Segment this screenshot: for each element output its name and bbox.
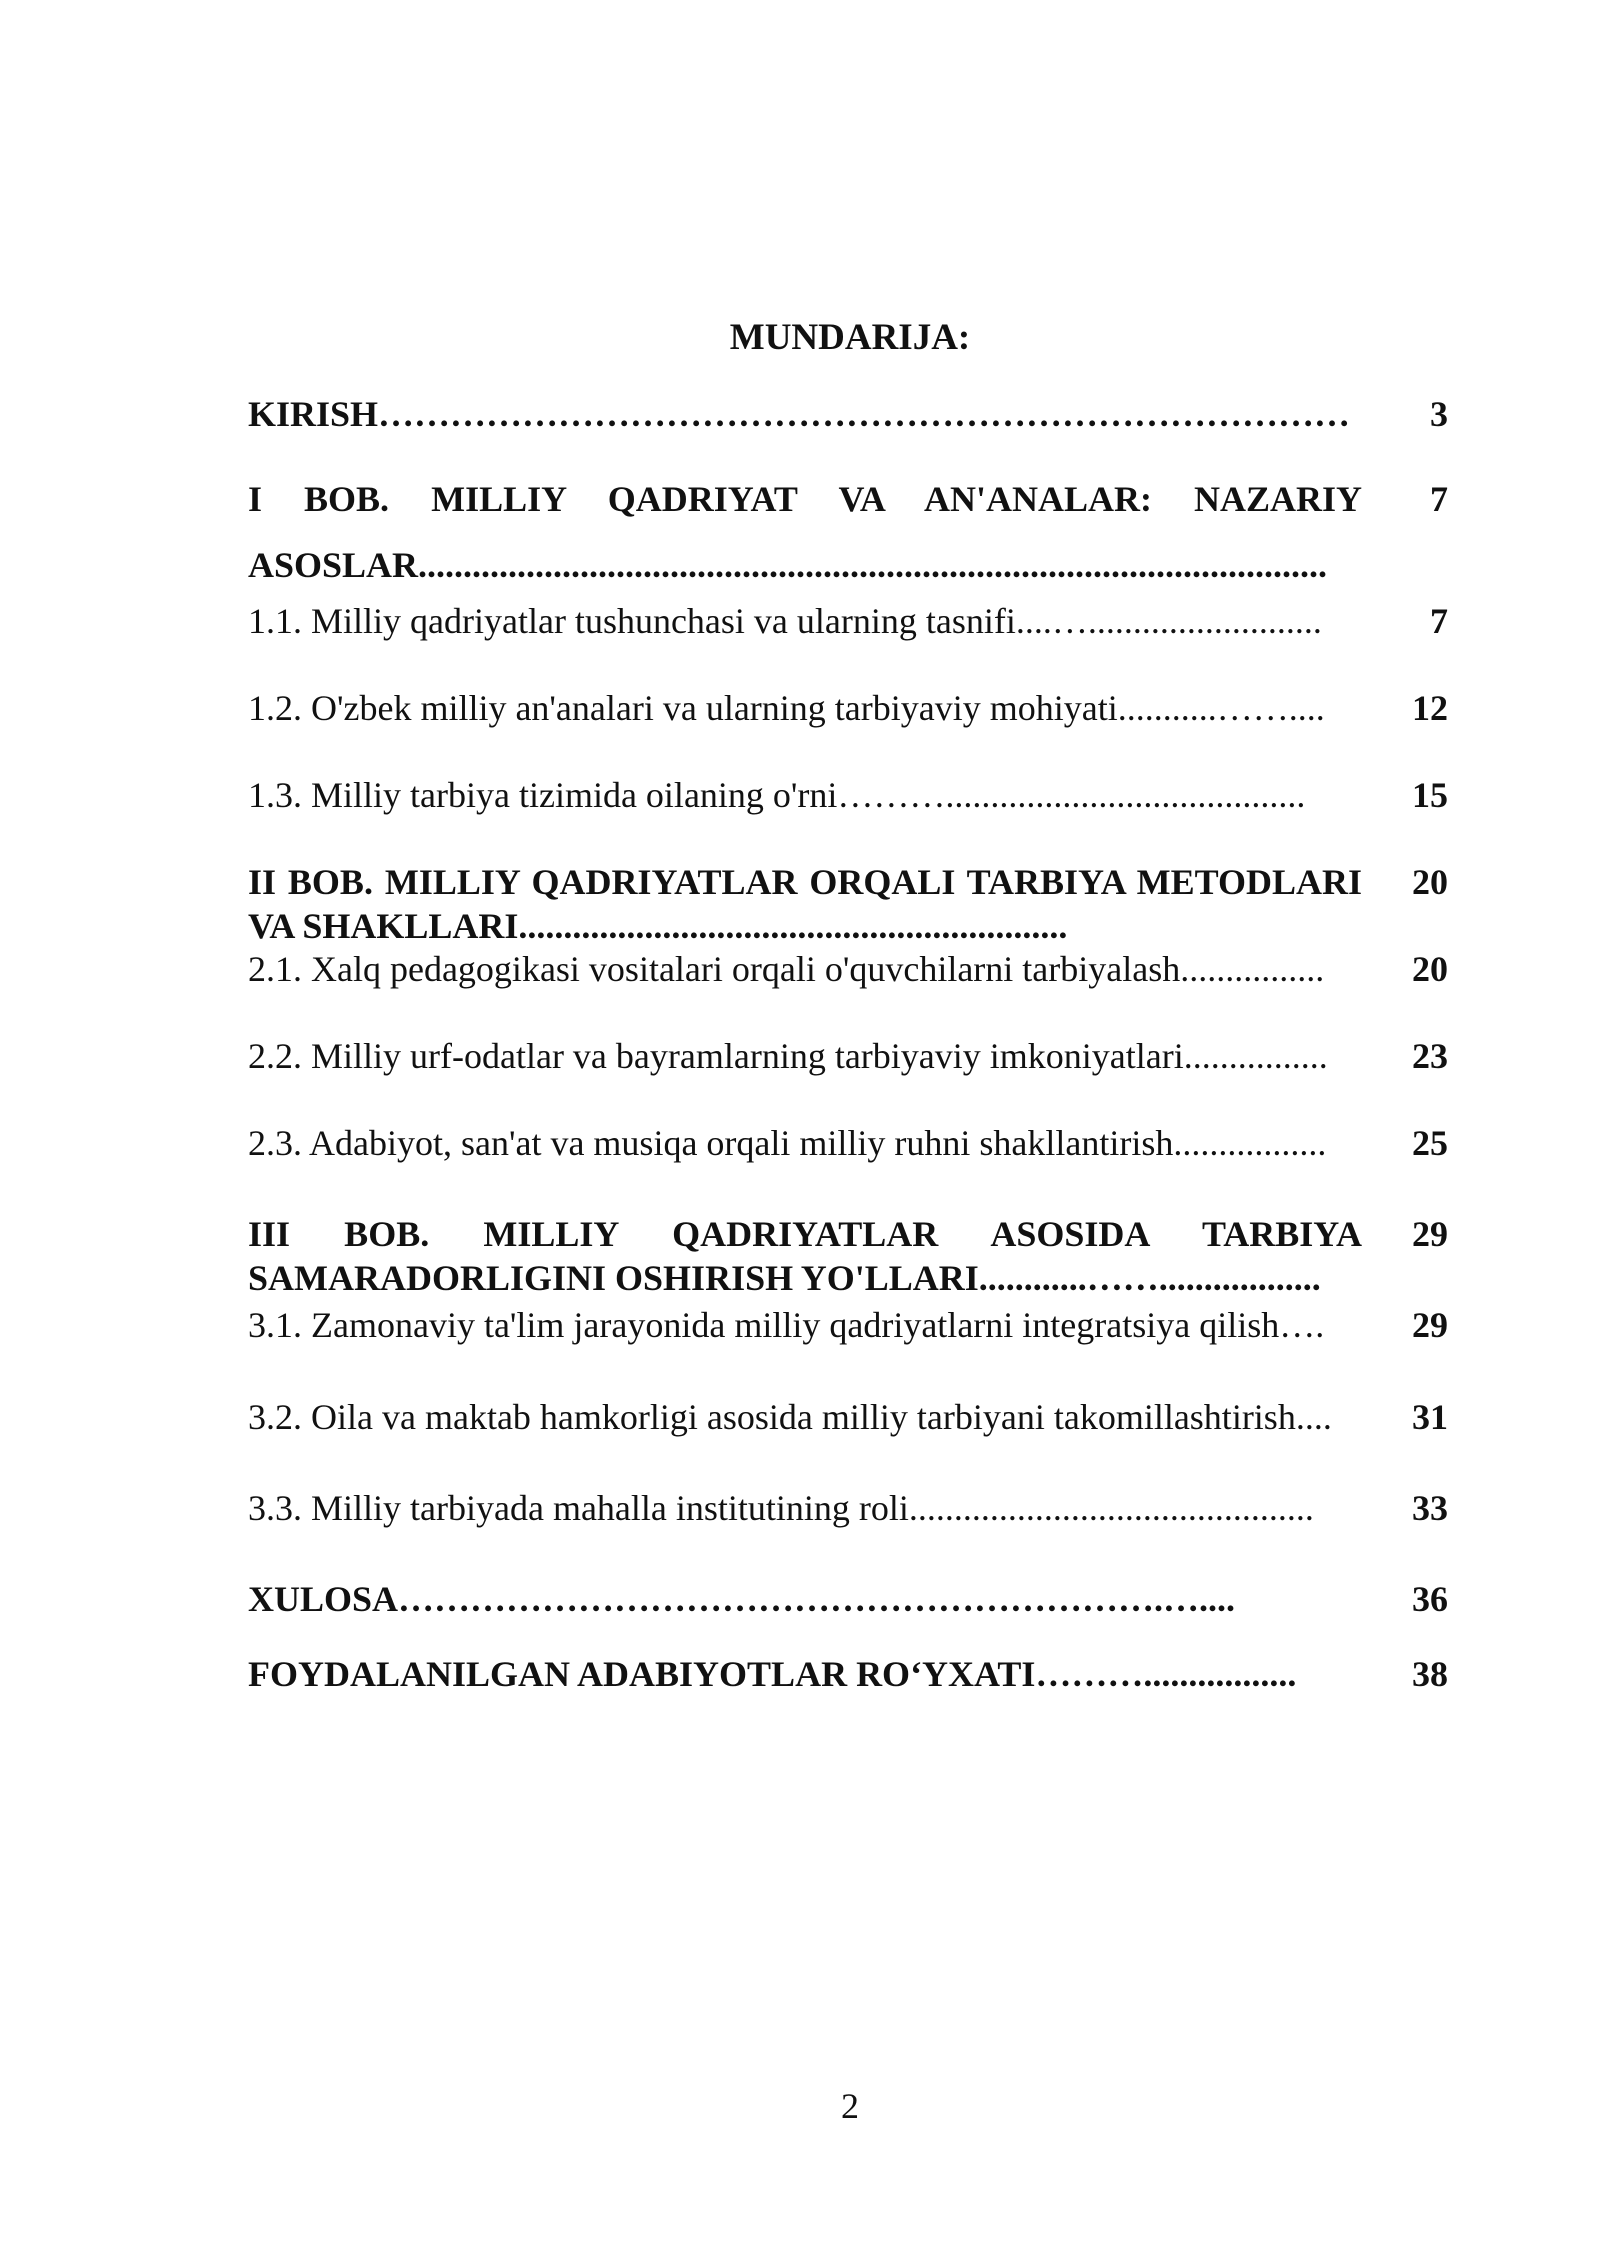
toc-page-number: 15 (1412, 775, 1448, 815)
toc-entry-text: 1.2. O'zbek milliy an'analari va ularning tarbiyaviy mohiyati...........…….... (248, 688, 1325, 728)
toc-entry-text: KIRISH……………………………………………………………………… (248, 394, 1351, 434)
toc-page-number: 25 (1412, 1123, 1448, 1163)
toc-page-number: 7 (1430, 479, 1448, 519)
toc-entry-text: 3.2. Oila va maktab hamkorligi asosida milliy tarbiyani takomillashtirish.... (248, 1397, 1332, 1437)
toc-page-number: 38 (1412, 1654, 1448, 1694)
toc-page-number: 20 (1412, 862, 1448, 902)
toc-page-number: 12 (1412, 688, 1448, 728)
page-number: 2 (841, 2086, 859, 2126)
page-title: MUNDARIJA: (729, 317, 971, 358)
toc-entry-text: 2.2. Milliy urf-odatlar va bayramlarning tarbiyaviy imkoniyatlari................ (248, 1036, 1328, 1076)
toc-entry-text: 1.3. Milliy tarbiya tizimida oilaning o'rni………........................................ (248, 775, 1306, 815)
toc-page-number: 33 (1412, 1488, 1448, 1528)
toc-entry-text: 1.1. Milliy qadriyatlar tushunchasi va ularning tasnifi....….......................... (248, 601, 1322, 641)
toc-entry-text: 2.1. Xalq pedagogikasi vositalari orqali o'quvchilarni tarbiyalash................ (248, 949, 1325, 989)
toc-page-number: 20 (1412, 949, 1448, 989)
toc-page-number: 36 (1412, 1579, 1448, 1619)
toc-entry-text: I BOB. MILLIY QADRIYAT VA AN'ANALAR: NAZARIY ASOSLAR..................................................................................................... (248, 479, 1362, 585)
toc-entry-text: III BOB. MILLIY QADRIYATLAR ASOSIDA TARBIYA SAMARADORLIGINI OSHIRISH YO'LLARI............…….................. (248, 1214, 1362, 1298)
toc-page-number: 31 (1412, 1397, 1448, 1437)
toc-page-number: 3 (1430, 394, 1448, 434)
toc-page-number: 29 (1412, 1305, 1448, 1345)
toc-entry-text: II BOB. MILLIY QADRIYATLAR ORQALI TARBIYA METODLARI VA SHAKLLARI............................................................. (248, 862, 1362, 946)
toc-page-number: 7 (1430, 601, 1448, 641)
toc-entry-text: 3.3. Milliy tarbiyada mahalla institutining roli............................................. (248, 1488, 1314, 1528)
toc-entry-text: 3.1. Zamonaviy ta'lim jarayonida milliy qadriyatlarni integratsiya qilish…. (248, 1305, 1325, 1345)
toc-entry-text: XULOSA……………………………………………………….….... (248, 1579, 1236, 1619)
toc-page-number: 23 (1412, 1036, 1448, 1076)
toc-page-number: 29 (1412, 1214, 1448, 1254)
toc-entry-text: FOYDALANILGAN ADABIYOTLAR RO‘YXATI………................. (248, 1654, 1297, 1694)
toc-entry-text: 2.3. Adabiyot, san'at va musiqa orqali milliy ruhni shakllantirish................. (248, 1123, 1327, 1163)
